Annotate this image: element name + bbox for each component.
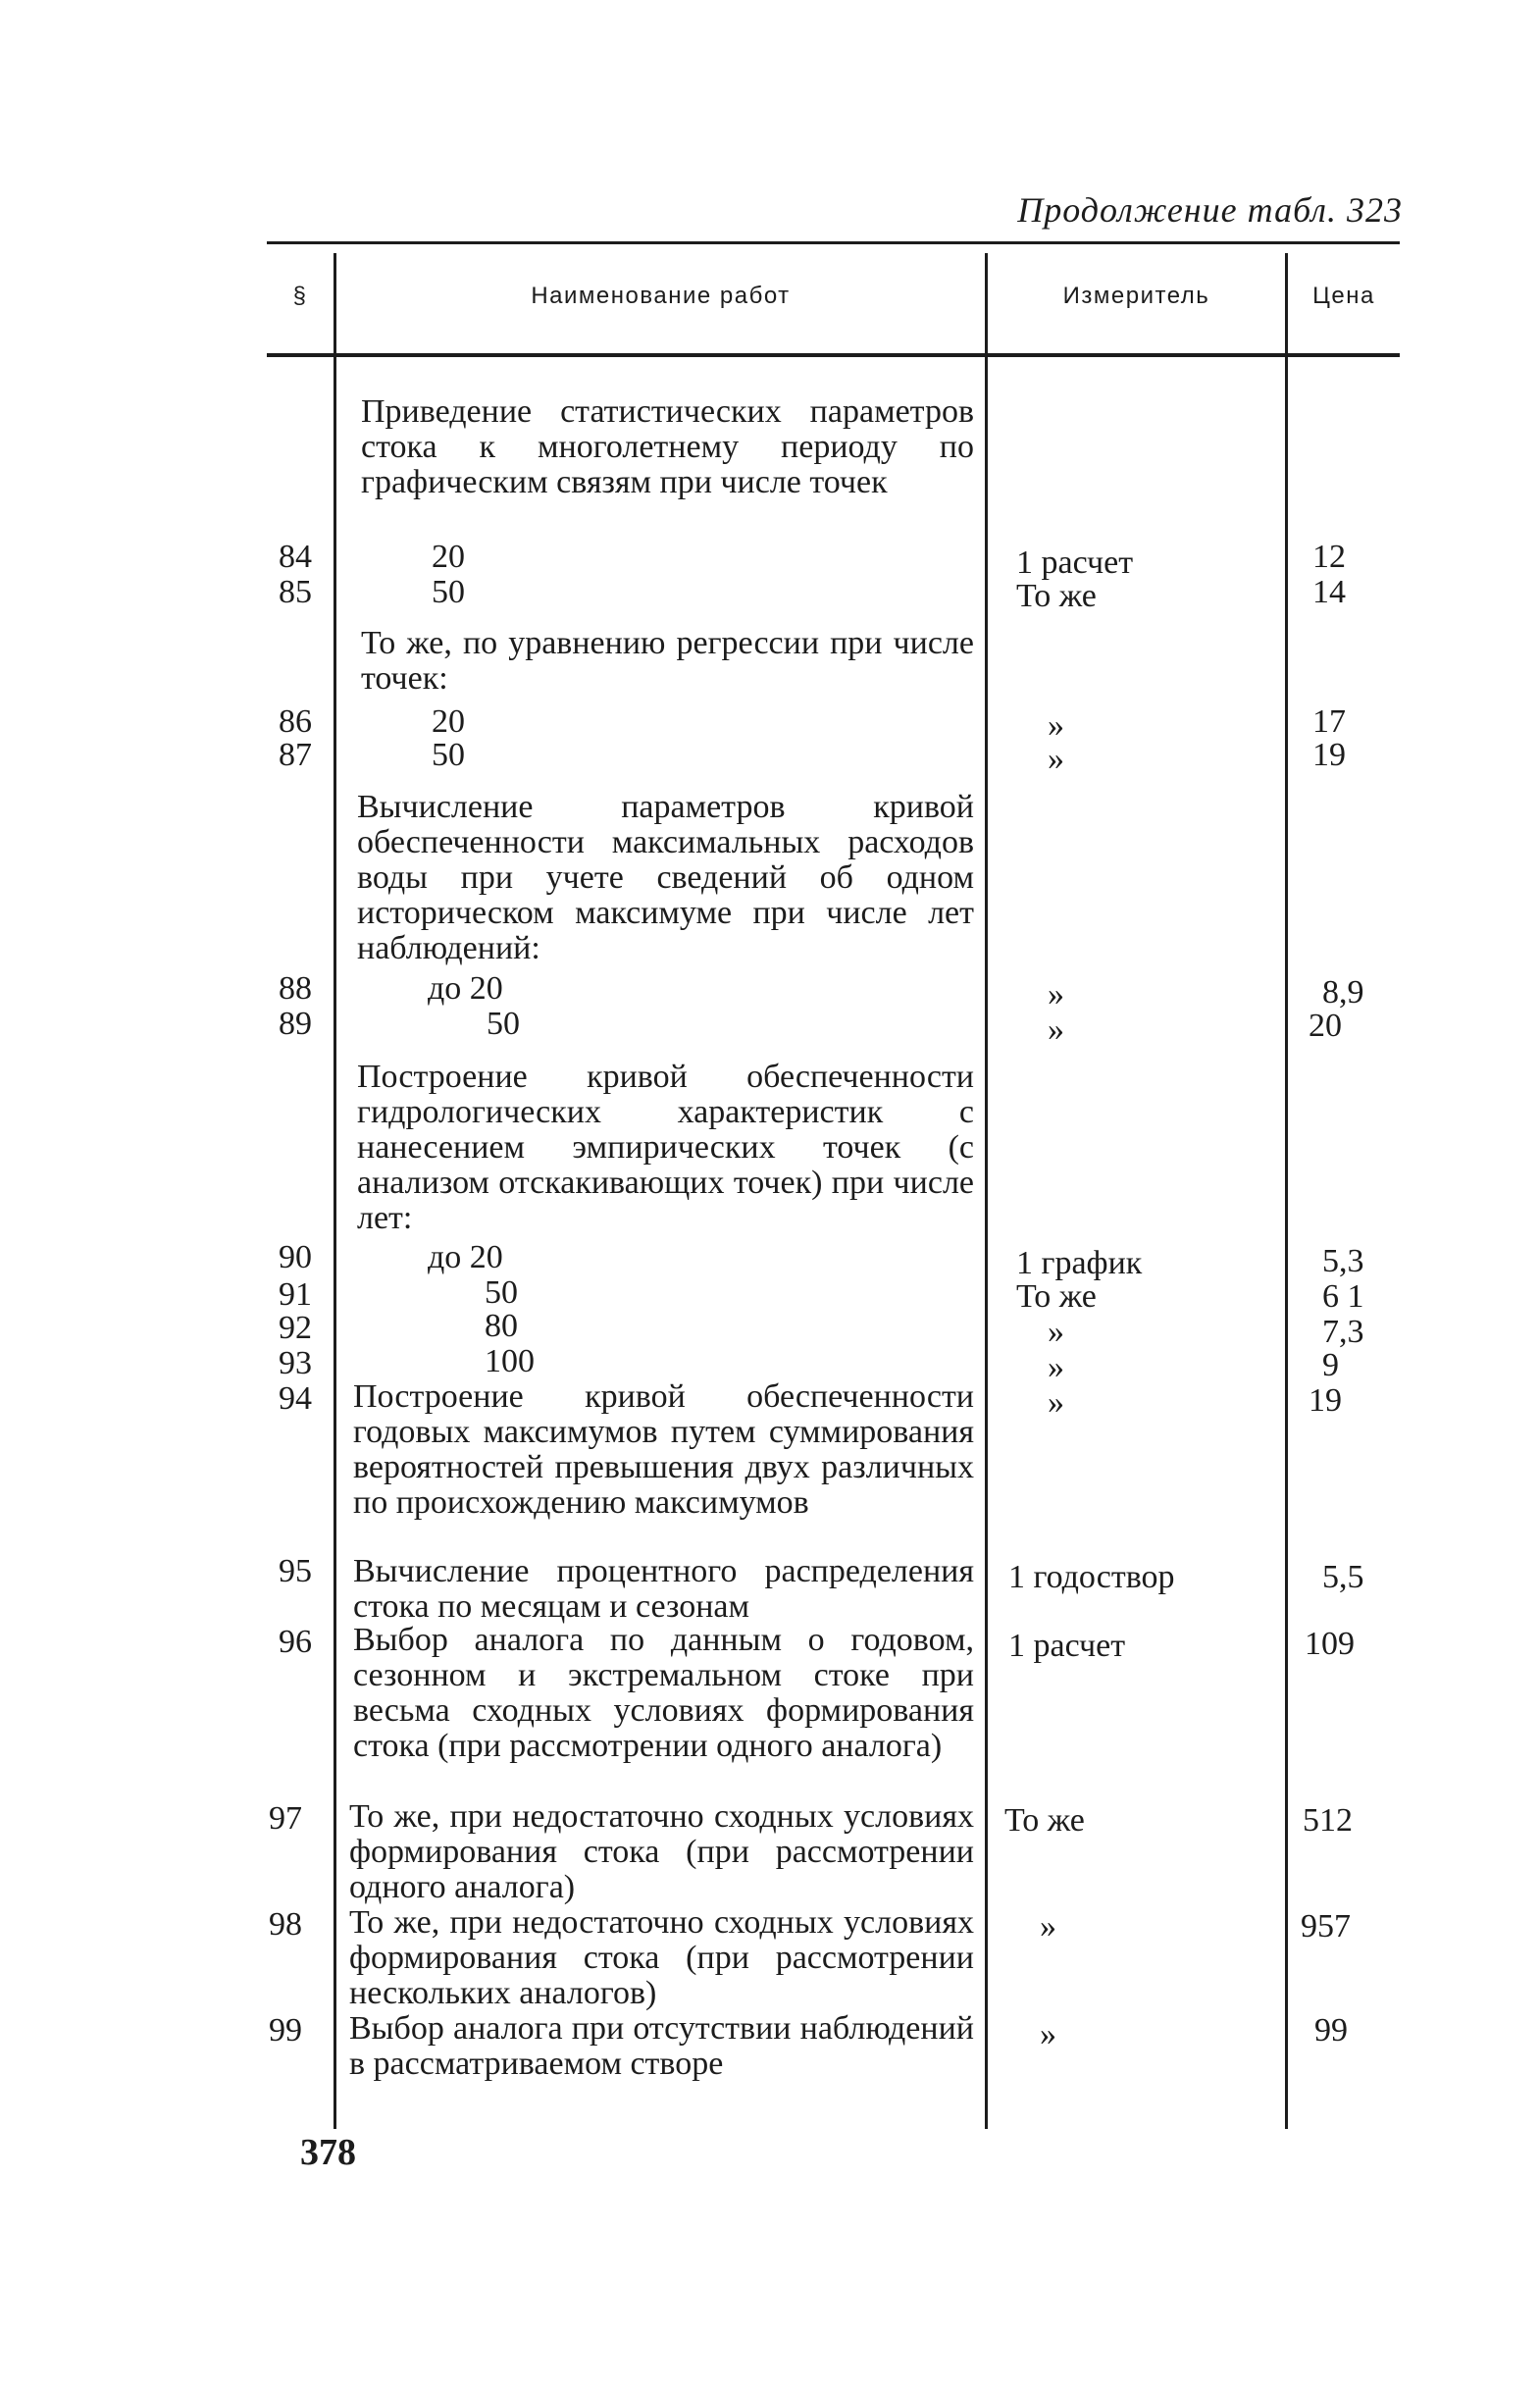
row-name: То же, при недостаточно сходных условиях формирования стока (при рассмотрении одного аналога) bbox=[349, 1798, 974, 1905]
row-name: То же, при недостаточно сходных условиях формирования стока (при рассмотрении нескольких аналогов) bbox=[349, 1904, 974, 2011]
row-unit: 1 расчет bbox=[1008, 1628, 1126, 1664]
row-unit: » bbox=[1048, 1314, 1064, 1350]
row-name: 100 bbox=[485, 1343, 535, 1379]
row-unit: » bbox=[1048, 976, 1064, 1012]
row-name: 50 bbox=[487, 1006, 520, 1042]
header-price: Цена bbox=[1312, 283, 1375, 309]
row-unit: То же bbox=[1016, 1278, 1097, 1315]
row-unit: » bbox=[1048, 1384, 1064, 1421]
row-name: 50 bbox=[485, 1274, 518, 1311]
row-price: 14 bbox=[1312, 574, 1346, 610]
row-number: 95 bbox=[279, 1553, 312, 1589]
group-heading: Приведение статистических параметров стока к многолетнему периоду по графическим связям при числе точек bbox=[361, 393, 974, 500]
row-price: 19 bbox=[1309, 1382, 1342, 1419]
table-caption: Продолжение табл. 323 bbox=[1017, 190, 1403, 230]
row-unit: То же bbox=[1016, 578, 1097, 614]
row-name: Построение кривой обеспеченности годовых максимумов путем суммирования вероятностей превышения двух различных по происхождению максимумов bbox=[353, 1378, 974, 1521]
row-name: 50 bbox=[432, 574, 465, 610]
row-price: 109 bbox=[1305, 1626, 1355, 1662]
row-number: 90 bbox=[279, 1239, 312, 1275]
column-divider-2 bbox=[985, 253, 988, 2129]
row-price: 9 bbox=[1322, 1347, 1339, 1383]
row-number: 91 bbox=[279, 1276, 312, 1313]
column-divider-3 bbox=[1285, 253, 1288, 2129]
row-name: 20 bbox=[432, 703, 465, 740]
header-name: Наименование работ bbox=[531, 283, 791, 309]
row-unit: » bbox=[1040, 1908, 1056, 1945]
row-unit: » bbox=[1048, 741, 1064, 777]
row-price: 99 bbox=[1314, 2012, 1348, 2049]
row-price: 17 bbox=[1312, 703, 1346, 740]
row-name: Выбор аналога при отсутствии наблюдений в рассматриваемом створе bbox=[349, 2010, 974, 2082]
row-price: 6 1 bbox=[1322, 1278, 1364, 1315]
group-heading: Вычисление параметров кривой обеспеченности максимальных расходов воды при учете сведений об одном историческом максимуме при числе лет наблюдений: bbox=[357, 789, 974, 966]
row-name: 50 bbox=[432, 737, 465, 773]
row-name: 80 bbox=[485, 1308, 518, 1344]
row-name: Выбор аналога по данным о годовом, сезонном и экстремальном стоке при весьма сходных условиях формирования стока (при рассмотрении одного аналога) bbox=[353, 1622, 974, 1764]
column-divider-1 bbox=[334, 253, 336, 2129]
row-number: 92 bbox=[279, 1310, 312, 1346]
row-price: 8,9 bbox=[1322, 974, 1364, 1011]
group-heading: Построение кривой обеспеченности гидрологических характеристик с нанесением эмпирических точек (с анализом отскакивающих точек) при числе лет: bbox=[357, 1059, 974, 1236]
row-number: 97 bbox=[269, 1800, 302, 1837]
row-number: 84 bbox=[279, 539, 312, 575]
row-price: 5,3 bbox=[1322, 1243, 1364, 1279]
table-top-rule bbox=[267, 241, 1400, 244]
row-number: 93 bbox=[279, 1345, 312, 1381]
row-name: до 20 bbox=[428, 1239, 503, 1275]
row-price: 20 bbox=[1309, 1008, 1342, 1044]
page-number: 378 bbox=[300, 2132, 356, 2173]
row-number: 94 bbox=[279, 1380, 312, 1417]
row-number: 86 bbox=[279, 703, 312, 740]
row-price: 7,3 bbox=[1322, 1314, 1364, 1350]
group-heading: То же, по уравнению регрессии при числе точек: bbox=[361, 625, 974, 697]
row-unit: 1 годоствор bbox=[1008, 1559, 1175, 1595]
row-unit: » bbox=[1048, 1011, 1064, 1048]
row-unit: 1 расчет bbox=[1016, 545, 1134, 581]
row-name: Вычисление процентного распределения стока по месяцам и сезонам bbox=[353, 1553, 974, 1625]
row-number: 98 bbox=[269, 1906, 302, 1943]
row-number: 89 bbox=[279, 1006, 312, 1042]
row-unit: » bbox=[1040, 2016, 1056, 2052]
row-number: 88 bbox=[279, 970, 312, 1007]
row-price: 19 bbox=[1312, 737, 1346, 773]
row-number: 96 bbox=[279, 1624, 312, 1660]
header-unit: Измеритель bbox=[1062, 283, 1210, 309]
header-section: § bbox=[292, 283, 308, 309]
row-name: до 20 bbox=[428, 970, 503, 1007]
row-price: 512 bbox=[1303, 1802, 1353, 1839]
row-unit: » bbox=[1048, 1349, 1064, 1385]
row-price: 957 bbox=[1301, 1908, 1351, 1945]
row-price: 5,5 bbox=[1322, 1559, 1364, 1595]
row-number: 87 bbox=[279, 737, 312, 773]
row-name: 20 bbox=[432, 539, 465, 575]
row-price: 12 bbox=[1312, 539, 1346, 575]
row-unit: » bbox=[1048, 707, 1064, 744]
row-number: 99 bbox=[269, 2012, 302, 2049]
table-header-rule bbox=[267, 353, 1400, 357]
row-number: 85 bbox=[279, 574, 312, 610]
row-unit: То же bbox=[1004, 1802, 1085, 1839]
row-unit: 1 график bbox=[1016, 1245, 1143, 1281]
